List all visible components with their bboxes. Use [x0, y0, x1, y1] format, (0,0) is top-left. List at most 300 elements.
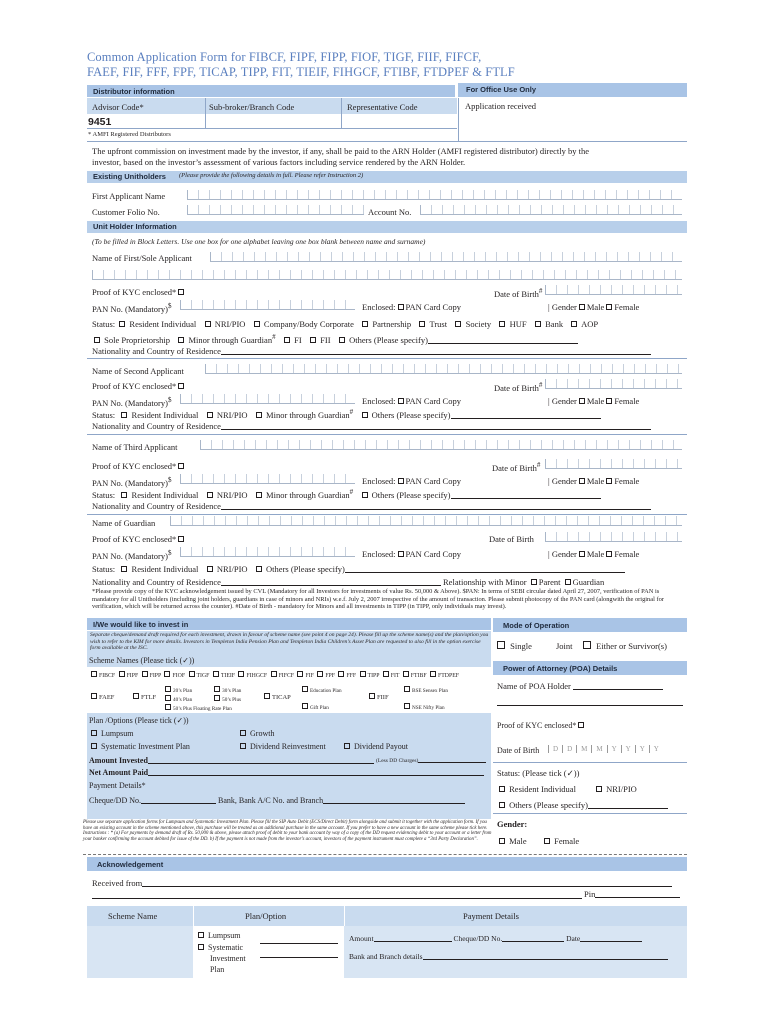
status-others-checkbox-2[interactable] — [362, 412, 368, 418]
lumpsum-checkbox[interactable] — [91, 730, 97, 736]
third-applicant-input[interactable] — [200, 440, 682, 450]
scheme-tigf: TIGF — [196, 673, 210, 679]
relationship-text: Relationship with Minor — [443, 577, 527, 587]
scheme-tieif: TIEIF — [220, 673, 236, 679]
others-input-4[interactable] — [345, 565, 625, 573]
kyc-text: Proof of KYC enclosed* — [92, 381, 177, 391]
status-partnership-checkbox[interactable] — [362, 321, 368, 327]
dividend-reinv-checkbox[interactable] — [240, 743, 246, 749]
scheme-ticap-checkbox[interactable] — [264, 693, 270, 699]
ticap-plans — [300, 686, 342, 712]
ack-sip-option — [196, 942, 246, 975]
dob-input-4[interactable] — [545, 532, 682, 542]
status-huf-checkbox[interactable] — [499, 321, 505, 327]
scheme-ftdpef: FTDPEF — [438, 673, 459, 679]
pan-copy-text: PAN Card Copy — [405, 396, 461, 406]
ack-date-input[interactable] — [580, 934, 642, 942]
ack-sip-checkbox[interactable] — [198, 944, 204, 950]
ack-cheque-text: Cheque/DD No. — [453, 934, 503, 943]
scheme-fifcf-checkbox[interactable] — [271, 671, 277, 677]
poa-status-label: Status: (Please tick (✓)) — [497, 768, 580, 778]
poa-female-option — [542, 836, 579, 846]
fiif-text: FIIF — [377, 694, 389, 701]
ack-lumpsum-checkbox[interactable] — [198, 932, 204, 938]
fiif-plan-row — [402, 686, 448, 695]
status-bank-checkbox[interactable] — [535, 321, 541, 327]
kyc-text: Proof of KYC enclosed* — [92, 461, 177, 471]
female-checkbox-2[interactable] — [606, 398, 612, 404]
kyc-text: Proof of KYC enclosed* — [92, 287, 177, 297]
pan-input-2[interactable] — [180, 394, 355, 404]
plan-50s-checkbox[interactable] — [214, 695, 220, 701]
status-opt: Society — [465, 319, 492, 329]
advisor-code-label: Advisor Code* — [92, 102, 144, 112]
pin-input[interactable] — [595, 890, 680, 898]
nationality-input-1[interactable] — [221, 347, 651, 355]
gender-4: | Gender Male Female — [548, 549, 640, 559]
scheme-fff-checkbox[interactable] — [338, 671, 344, 677]
dob-seg: Y — [649, 745, 663, 753]
female-text: Female — [614, 396, 640, 406]
male-checkbox-2[interactable] — [579, 398, 585, 404]
pan-copy-text: PAN Card Copy — [405, 549, 461, 559]
poa-header: Power of Attorney (POA) Details — [503, 664, 618, 673]
folio-input[interactable] — [187, 205, 364, 215]
ack-sip-line — [196, 942, 246, 953]
scheme-fipp-checkbox[interactable] — [142, 671, 148, 677]
poa-kyc-checkbox[interactable] — [578, 722, 584, 728]
cheque-text: Cheque/DD No. — [89, 796, 141, 805]
scheme-ftlf-checkbox[interactable] — [133, 693, 139, 699]
dob-seg: Y — [635, 745, 649, 753]
status-others-checkbox-4[interactable] — [256, 566, 262, 572]
male-checkbox-1[interactable] — [579, 304, 585, 310]
male-text: Male — [586, 549, 605, 559]
faef-text: FAEF — [99, 694, 115, 701]
divider — [87, 514, 687, 515]
poa-nri-option — [594, 784, 637, 794]
dob-seg: M — [591, 745, 606, 753]
male-text: Male — [586, 396, 605, 406]
nationality-text: Nationality and Country of Residence — [92, 421, 221, 431]
dob-seg: M — [576, 745, 591, 753]
kyc-label-4 — [92, 534, 186, 544]
dob-text: Date of Birth — [494, 382, 539, 393]
pan-text: PAN No. (Mandatory) — [92, 550, 168, 561]
pan-copy-text: PAN Card Copy — [405, 476, 461, 486]
scheme-faef-checkbox[interactable] — [91, 693, 97, 699]
invest-header: I/We would like to invest in — [93, 620, 189, 629]
ack-lumpsum-input[interactable] — [260, 936, 338, 944]
others-input[interactable] — [428, 336, 578, 344]
scheme-fff: FFF — [346, 673, 357, 679]
pan-label-2: PAN No. (Mandatory)$ — [92, 396, 172, 408]
dividend-reinv-option — [238, 742, 326, 751]
gender-text: Gender — [551, 396, 577, 406]
guardian-checkbox[interactable] — [565, 579, 571, 585]
plan-bse-checkbox[interactable] — [404, 686, 410, 692]
dob-label-1: Date of Birth# — [494, 287, 543, 299]
dob-input-3[interactable] — [545, 459, 682, 469]
rep-code-label: Representative Code — [347, 102, 418, 112]
poa-others-text: Others (Please specify) — [509, 800, 588, 810]
divider — [458, 98, 459, 142]
scheme-fibcf-checkbox[interactable] — [91, 671, 97, 677]
ftlf-plan-row — [163, 695, 241, 704]
nationality-text: Nationality and Country of Residence — [92, 577, 221, 587]
plan-20s: 20’s Plan — [173, 688, 193, 694]
others-input-3[interactable] — [451, 491, 601, 499]
growth-checkbox[interactable] — [240, 730, 246, 736]
dividend-payout-text: Dividend Payout — [354, 742, 408, 751]
status-opt: Partnership — [372, 319, 412, 329]
plan-40s-checkbox[interactable] — [165, 695, 171, 701]
pan-copy-checkbox-4[interactable] — [398, 551, 404, 557]
nationality-input-3[interactable] — [221, 502, 651, 510]
enclosed-4 — [362, 549, 461, 559]
dividend-payout-checkbox[interactable] — [344, 743, 350, 749]
scheme-fiof: FIOF — [172, 673, 186, 679]
status-opt: FII — [320, 334, 331, 345]
ack-bank-input[interactable] — [423, 952, 668, 960]
form-title — [87, 50, 707, 80]
nationality-4 — [92, 577, 604, 587]
kyc-checkbox-4[interactable] — [178, 536, 184, 542]
scheme-ticap — [262, 693, 291, 701]
status-trust-checkbox[interactable] — [419, 321, 425, 327]
status-opt: AOP — [581, 319, 599, 329]
net-amount-input[interactable] — [148, 768, 484, 776]
status-fi-checkbox[interactable] — [284, 337, 290, 343]
pan-label-4: PAN No. (Mandatory)$ — [92, 549, 172, 561]
ack-plan-option-header: Plan/Option — [245, 911, 287, 921]
kyc-checkbox-3[interactable] — [178, 463, 184, 469]
third-applicant-label: Name of Third Applicant — [92, 442, 178, 452]
less-dd-text: (Less DD Charges) — [376, 758, 419, 764]
ack-amount-text: Amount — [349, 934, 374, 943]
divider — [341, 98, 342, 128]
pan-text: PAN No. (Mandatory) — [92, 397, 168, 408]
bank-input[interactable] — [323, 796, 465, 804]
ack-sip-line: Investment — [210, 954, 246, 963]
sip-checkbox[interactable] — [91, 743, 97, 749]
scheme-fipf-checkbox[interactable] — [119, 671, 125, 677]
kyc-checkbox-1[interactable] — [178, 289, 184, 295]
single-text: Single — [510, 641, 532, 651]
joint-text: Joint — [556, 641, 573, 651]
status-fii-checkbox[interactable] — [310, 337, 316, 343]
ack-scheme-name-cell[interactable] — [87, 926, 193, 978]
nationality-2 — [92, 421, 651, 431]
status-opt: Bank — [545, 319, 564, 329]
ticap-plan-row — [300, 686, 342, 695]
address-input[interactable] — [92, 891, 582, 899]
scheme-fipf: FIPF — [126, 673, 139, 679]
advisor-code-value[interactable]: 9451 — [88, 116, 112, 128]
scheme-fit: FIT — [390, 673, 400, 679]
poa-name-input-2[interactable] — [497, 698, 683, 706]
female-checkbox-4[interactable] — [606, 551, 612, 557]
first-sole-name-input[interactable] — [210, 252, 682, 262]
poa-female-checkbox[interactable] — [544, 838, 550, 844]
poa-kyc — [497, 721, 586, 730]
single-checkbox[interactable] — [497, 641, 505, 649]
ticap-plan-row — [300, 703, 342, 712]
plan-gift: Gift Plan — [310, 705, 329, 711]
poa-resident-option — [497, 784, 576, 794]
second-applicant-input[interactable] — [205, 364, 682, 374]
plan-40s: 40’s Plan — [173, 697, 193, 703]
status-resident-checkbox-4[interactable] — [121, 566, 127, 572]
dd-charges-input[interactable] — [418, 758, 486, 763]
status-minor-checkbox[interactable] — [178, 337, 184, 343]
status-sole-checkbox[interactable] — [94, 337, 100, 343]
enclosed-text: Enclosed: — [362, 302, 396, 312]
commission-text — [92, 146, 687, 168]
status-resident-checkbox-2[interactable] — [121, 412, 127, 418]
poa-kyc-text: Proof of KYC enclosed* — [497, 721, 577, 730]
poa-male-option — [497, 836, 527, 846]
dob-label-3: Date of Birth# — [492, 461, 541, 473]
ftlf-plan-row — [163, 704, 241, 713]
dob-text: Date of Birth — [492, 462, 537, 473]
nationality-input-2[interactable] — [221, 422, 651, 430]
status-opt: FI — [294, 334, 302, 345]
plan-gift-checkbox[interactable] — [302, 703, 308, 709]
dob-text: Date of Birth — [494, 288, 539, 299]
poa-others-checkbox[interactable] — [499, 802, 505, 808]
nationality-input-4[interactable] — [221, 578, 441, 586]
status-nri-checkbox-2[interactable] — [207, 412, 213, 418]
status-nri-checkbox[interactable] — [205, 321, 211, 327]
nationality-text: Nationality and Country of Residence — [92, 501, 221, 511]
scheme-tieif-checkbox[interactable] — [213, 671, 219, 677]
dob-seg: D — [562, 745, 576, 753]
kyc-footnote: *Please provide copy of the KYC acknowledgement issued by CVL (Mandatory for all Investors for investments of value Rs. 50,000 & Above). $PAN: In terms of SEBI circular dated April 27, 2007, verification of PAN is mandatory for all Unitholders (including joint holders, guardians in case of minors and NRIs) w.e.f. July 2, 2007 irrespective of the amount of transaction. Please submit photocopy of the PAN card (alongwith the original for verification, which will be returned across the counter). #Date of Birth - mandatory for Minors and all investments in TIPP (in TIPP, only individuals may invest). — [92, 588, 664, 610]
amount-invested-row — [89, 756, 374, 765]
status-company-checkbox[interactable] — [254, 321, 260, 327]
poa-resident-checkbox[interactable] — [499, 786, 505, 792]
plan-education-checkbox[interactable] — [302, 686, 308, 692]
pan-input-1[interactable] — [180, 300, 355, 310]
female-checkbox-3[interactable] — [606, 478, 612, 484]
kyc-label-1 — [92, 287, 186, 297]
scheme-fpf: FPF — [325, 673, 335, 679]
cut-line — [83, 854, 687, 855]
status-resident-checkbox-3[interactable] — [121, 492, 127, 498]
dob-input-1[interactable] — [545, 285, 682, 295]
guardian-text: Guardian — [572, 577, 605, 587]
cheque-row — [89, 796, 465, 805]
scheme-ftlf — [131, 693, 156, 701]
enclosed-text: Enclosed: — [362, 476, 396, 486]
received-from-input[interactable] — [142, 879, 672, 887]
growth-option — [238, 729, 274, 738]
single-option — [497, 641, 532, 651]
status-row-4 — [92, 564, 625, 574]
poa-nri-checkbox[interactable] — [596, 786, 602, 792]
scheme-fpf-checkbox[interactable] — [317, 671, 323, 677]
pan-label-1: PAN No. (Mandatory)$ — [92, 302, 172, 314]
plan-50s-frp-checkbox[interactable] — [165, 704, 171, 710]
plan-bse: BSE Sensex Plan — [412, 688, 449, 694]
dob-input-2[interactable] — [545, 379, 682, 389]
gender-text: Gender — [551, 476, 577, 486]
status-nri-checkbox-3[interactable] — [207, 492, 213, 498]
enclosed-text: Enclosed: — [362, 549, 396, 559]
enclosed-1 — [362, 302, 461, 312]
pan-input-3[interactable] — [180, 474, 355, 484]
either-checkbox[interactable] — [583, 641, 591, 649]
ack-amount-input[interactable] — [374, 934, 452, 942]
gender-1: | Gender Male Female — [548, 302, 640, 312]
ack-sip-text: Systematic — [208, 943, 244, 952]
plan-nse-checkbox[interactable] — [404, 703, 410, 709]
poa-male-checkbox[interactable] — [499, 838, 505, 844]
status-minor-checkbox-3[interactable] — [256, 492, 262, 498]
scheme-fibcf: FIBCF — [99, 673, 116, 679]
pan-copy-checkbox-2[interactable] — [398, 398, 404, 404]
scheme-ftdpef-checkbox[interactable] — [430, 671, 436, 677]
status-row-2: Status: Resident Individual NRI/PIO Minor through Guardian# Others (Please specify) — [92, 408, 601, 420]
first-sole-name-input-2[interactable] — [92, 270, 682, 280]
nationality-text: Nationality and Country of Residence — [92, 346, 221, 356]
commission-line-2: investor, based on the investor’s assessment of various factors including service rendered by the ARN Holder. — [92, 157, 466, 167]
unit-holder-header-band — [87, 221, 687, 233]
pan-text: PAN No. (Mandatory) — [92, 477, 168, 488]
scheme-fihgcf-checkbox[interactable] — [238, 671, 244, 677]
scheme-fit-checkbox[interactable] — [383, 671, 389, 677]
poa-nri-text: NRI/PIO — [606, 784, 637, 794]
status-opt: Resident Individual — [129, 319, 197, 329]
divider — [493, 813, 687, 814]
status-aop-checkbox[interactable] — [571, 321, 577, 327]
poa-dob-label: Date of Birth — [497, 746, 540, 755]
existing-header: Existing Unitholders — [93, 172, 166, 181]
ack-scheme-name-header: Scheme Name — [108, 911, 158, 921]
poa-dob-input[interactable] — [548, 745, 663, 753]
sip-option — [89, 742, 190, 751]
amount-invested-text: Amount Invested — [89, 756, 148, 765]
kyc-checkbox-2[interactable] — [178, 383, 184, 389]
ftlf-plans — [163, 686, 241, 713]
office-header: For Office Use Only — [466, 85, 537, 94]
pan-input-4[interactable] — [180, 547, 355, 557]
ack-amount-row — [349, 934, 642, 943]
status-opt: HUF — [509, 319, 527, 329]
first-applicant-label: First Applicant Name — [92, 191, 166, 201]
first-applicant-input[interactable] — [187, 190, 682, 200]
payment-details-label: Payment Details* — [89, 781, 146, 790]
plan-education: Education Plan — [310, 688, 342, 694]
scheme-row-1 — [89, 671, 459, 679]
parent-checkbox[interactable] — [531, 579, 537, 585]
subbroker-label: Sub-broker/Branch Code — [209, 102, 295, 112]
scheme-fihgcf: FIHGCF — [246, 673, 268, 679]
ack-header: Acknowledgement — [97, 860, 164, 869]
scheme-tipp: TIPP — [367, 673, 380, 679]
poa-name-input[interactable] — [573, 682, 663, 690]
status-opt: Others (Please specify) — [371, 409, 451, 420]
poa-name-row — [497, 681, 663, 691]
poa-others-input[interactable] — [588, 801, 668, 809]
plan-30s-checkbox[interactable] — [214, 686, 220, 692]
amount-invested-input[interactable] — [148, 756, 374, 764]
existing-header-band — [87, 171, 687, 183]
ack-sip-input[interactable] — [260, 950, 338, 958]
bank-text: Bank, Bank A/C No. and Branch — [218, 796, 324, 805]
pan-copy-checkbox-3[interactable] — [398, 478, 404, 484]
existing-note: (Please provide the following details in full. Please refer Instruction 2) — [179, 172, 364, 179]
status-others-checkbox-3[interactable] — [362, 492, 368, 498]
status-others-checkbox[interactable] — [339, 337, 345, 343]
divider — [493, 762, 687, 763]
scheme-fif-checkbox[interactable] — [297, 671, 303, 677]
gender-2: | Gender Male Female — [548, 396, 640, 406]
status-opt: Minor through Guardian — [266, 489, 350, 500]
status-opt: Resident Individual — [131, 564, 199, 574]
fiif-plan-row — [402, 703, 448, 712]
male-checkbox-4[interactable] — [579, 551, 585, 557]
status-opt: Trust — [429, 319, 448, 329]
ack-date-text: Date — [566, 934, 581, 943]
status-nri-checkbox-4[interactable] — [207, 566, 213, 572]
status-text: Status: — [92, 319, 116, 329]
poa-female-text: Female — [554, 836, 580, 846]
scheme-ftibf: FTIBF — [410, 673, 427, 679]
scheme-ftibf-checkbox[interactable] — [403, 671, 409, 677]
net-amount-text: Net Amount Paid — [89, 768, 149, 777]
ftlf-text: FTLF — [141, 694, 157, 701]
folio-label: Customer Folio No. — [92, 207, 160, 217]
pin-text: Pin — [584, 889, 596, 899]
form-title-line1: Common Application Form for FIBCF, FIPF, FIPP, FIOF, TIGF, FIIF, FIFCF, — [87, 50, 482, 64]
kyc-text: Proof of KYC enclosed* — [92, 534, 177, 544]
female-text: Female — [614, 302, 640, 312]
plan-30s: 30’s Plan — [222, 688, 242, 694]
status-row-1b: Sole Proprietorship Minor through Guardian# FI FII Others (Please specify) — [92, 333, 578, 345]
ack-bank-text: Bank and Branch details — [349, 952, 423, 961]
plan-50s: 50’s Plus — [222, 697, 242, 703]
poa-name-text: Name of POA Holder — [497, 681, 571, 691]
cheque-input[interactable] — [141, 796, 216, 804]
status-resident-checkbox[interactable] — [119, 321, 125, 327]
scheme-fiif-checkbox[interactable] — [369, 693, 375, 699]
status-society-checkbox[interactable] — [455, 321, 461, 327]
others-input-2[interactable] — [451, 411, 601, 419]
female-text: Female — [614, 549, 640, 559]
enclosed-text: Enclosed: — [362, 396, 396, 406]
divider — [193, 906, 194, 978]
scheme-tigf-checkbox[interactable] — [189, 671, 195, 677]
status-opt: Others (Please specify) — [349, 334, 428, 345]
office-header-band — [458, 83, 687, 97]
status-minor-checkbox-2[interactable] — [256, 412, 262, 418]
scheme-fiof-checkbox[interactable] — [164, 671, 170, 677]
male-text: Male — [586, 476, 605, 486]
male-checkbox-3[interactable] — [579, 478, 585, 484]
guardian-input[interactable] — [170, 516, 682, 526]
status-opt: Others (Please specify) — [266, 564, 345, 574]
plan-20s-checkbox[interactable] — [165, 686, 171, 692]
guardian-label: Name of Guardian — [92, 518, 156, 528]
pan-copy-checkbox-1[interactable] — [398, 304, 404, 310]
scheme-tipp-checkbox[interactable] — [360, 671, 366, 677]
account-input[interactable] — [420, 205, 682, 215]
pin-row — [584, 889, 680, 899]
female-checkbox-1[interactable] — [606, 304, 612, 310]
ack-cheque-input[interactable] — [502, 934, 564, 942]
